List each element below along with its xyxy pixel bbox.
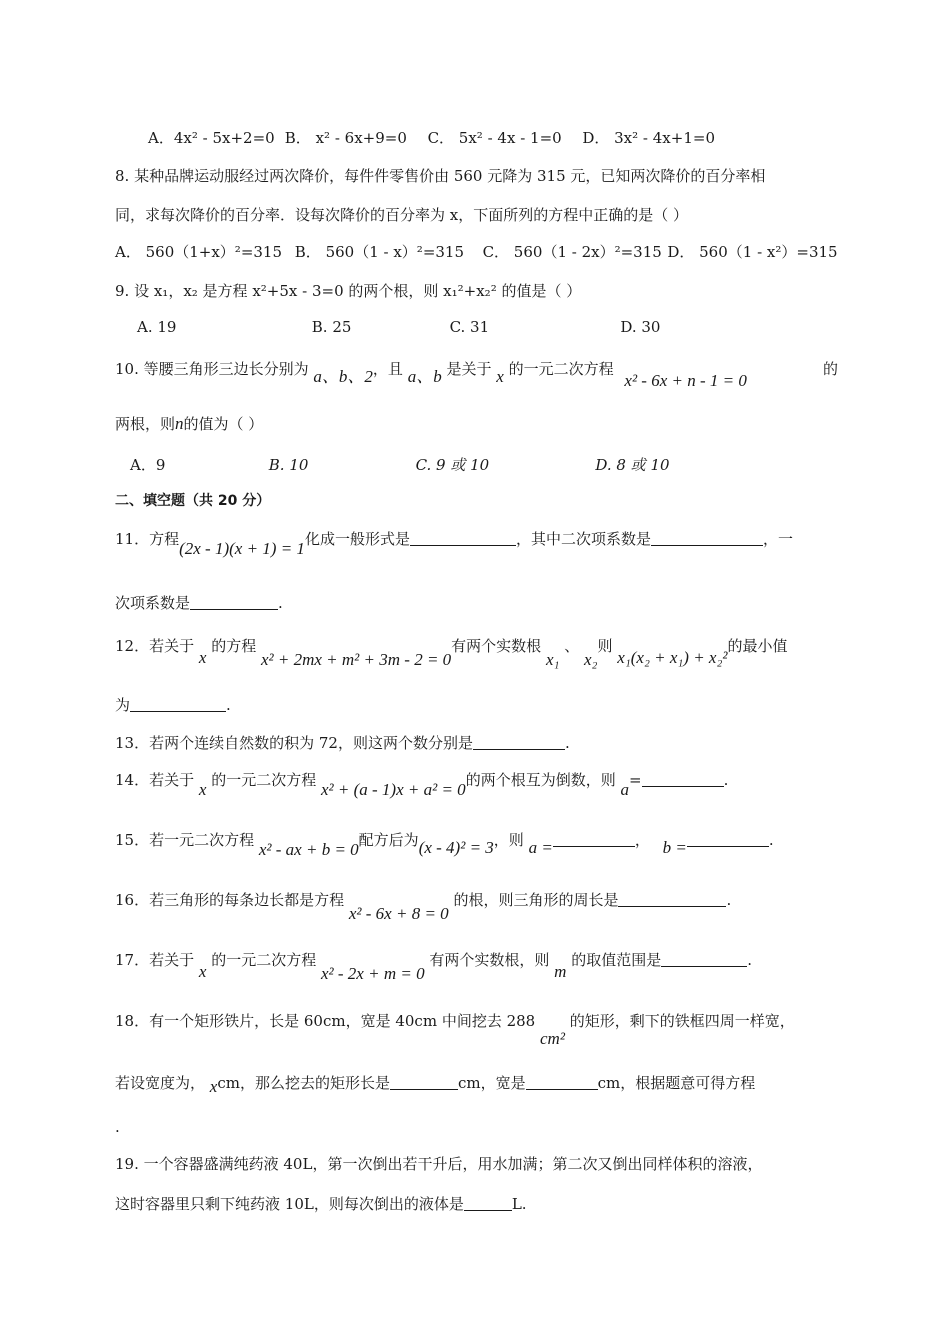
q7-option-c: C． 5x² - 4x - 1=0 <box>427 129 562 147</box>
q10-vars2: a、b <box>407 367 442 386</box>
q15-blank-a[interactable] <box>553 830 635 847</box>
q14-x: x <box>198 780 207 799</box>
q14-blank[interactable] <box>642 770 724 787</box>
q13-blank[interactable] <box>473 733 565 750</box>
q17-blank[interactable] <box>661 950 747 967</box>
q10-option-d: D. 8 或 10 <box>595 456 670 474</box>
q13-line: 13．若两个连续自然数的积为 72，则这两个数分别是 . <box>115 734 570 752</box>
q12-line1: 12．若关于 x 的方程 x² + 2mx + m² + 3m - 2 = 0有两个实数根 x₁ 、 x₂则 x₁(x₂ + x₁) + x₂²的最小值 <box>115 637 788 669</box>
q15-b: b = <box>662 838 687 857</box>
q8-stem-line2: 同，求每次降价的百分率．设每次降价的百分率为 x，下面所列的方程中正确的是（ ） <box>115 206 688 224</box>
q10-n: n <box>175 414 184 433</box>
q18-blank-width[interactable] <box>526 1073 598 1090</box>
q9-option-c: C. 31 <box>449 318 490 336</box>
q11-blank-general-form[interactable] <box>410 529 516 546</box>
q17-m: m <box>554 962 567 981</box>
q10-option-b: B. 10 <box>268 456 309 474</box>
q16-blank[interactable] <box>618 890 726 907</box>
q19-line1: 19. 一个容器盛满纯药液 40L，第一次倒出若干升后，用水加满；第二次又倒出同样体积的溶液， <box>115 1155 763 1173</box>
q9-option-a: A. 19 <box>137 318 177 336</box>
q10-equation: x² - 6x + n - 1 = 0 <box>624 371 747 390</box>
q14-line: 14．若关于 x 的一元二次方程 x² + (a - 1)x + a² = 0的两个根互为倒数，则 a= . <box>115 771 729 799</box>
q7-options <box>148 127 838 149</box>
q17-x: x <box>198 962 207 981</box>
q8-option-c: C． 560（1 - 2x）²=315 <box>482 243 662 261</box>
q18-line2: 若设宽度为， xcm，那么挖去的矩形长是 cm，宽是 cm，根据题意可得方程 <box>115 1074 756 1096</box>
q15-equation: x² - ax + b = 0 <box>258 840 359 859</box>
q18-x: x <box>209 1077 218 1096</box>
q18-line3: . <box>115 1118 120 1136</box>
q9-option-d: D. 30 <box>620 318 661 336</box>
q7-option-b: B． x² - 6x+9=0 <box>284 129 407 147</box>
q18-line1: 18．有一个矩形铁片，长是 60cm，宽是 40cm 中间挖去 288 cm² 的矩形，剩下的铁框四周一样宽， <box>115 1012 795 1048</box>
q19-blank[interactable] <box>464 1194 512 1211</box>
q8-options <box>115 241 838 263</box>
q12-x1: x₁ <box>545 650 560 669</box>
q14-equation: x² + (a - 1)x + a² = 0 <box>321 780 466 799</box>
q10-option-a: A．9 <box>130 456 166 474</box>
q12-x2: x₂ <box>584 650 598 669</box>
q16-equation: x² - 6x + 8 = 0 <box>348 904 449 923</box>
q12-x: x <box>198 648 207 667</box>
q10-stem-line2: 两根，则n的值为（ ） <box>115 414 264 433</box>
q9-option-b: B. 25 <box>311 318 352 336</box>
q18-blank-length[interactable] <box>390 1073 458 1090</box>
q10-x: x <box>496 367 504 386</box>
q19-line2: 这时容器里只剩下纯药液 10L，则每次倒出的液体是 L. <box>115 1195 527 1213</box>
q16-line: 16．若三角形的每条边长都是方程 x² - 6x + 8 = 0 的根，则三角形的周长是 . <box>115 891 732 923</box>
q18-unit: cm² <box>540 1029 565 1048</box>
q14-a: a <box>620 780 629 799</box>
q11-blank-linear-coef[interactable] <box>190 593 278 610</box>
q10-options <box>130 454 838 476</box>
q7-option-a: A．4x² - 5x+2=0 <box>148 129 275 147</box>
q9-stem: 9. 设 x₁，x₂ 是方程 x²+5x - 3=0 的两个根，则 x₁²+x₂² 的值是（ ） <box>115 282 582 300</box>
q11-line2: 次项系数是 . <box>115 594 283 612</box>
q11-blank-quadratic-coef[interactable] <box>651 529 763 546</box>
section-title: 二、填空题（共 20 分） <box>115 493 271 509</box>
q11-line1: 11．方程(2x - 1)(x + 1) = 1化成一般形式是 ，其中二次项系数是 ，一 <box>115 530 793 558</box>
q10-stem-line1: 10. 等腰三角形三边长分别为 a、b、2，且 a、b 是关于 x 的一元二次方程 x² - 6x + n - 1 = 0 的 <box>115 360 838 390</box>
q12-equation: x² + 2mx + m² + 3m - 2 = 0 <box>261 650 452 669</box>
q15-line: 15．若一元二次方程 x² - ax + b = 0配方后为(x - 4)² = 3，则 a = ， b = . <box>115 831 774 859</box>
q8-stem-line1: 8. 某种品牌运动服经过两次降价，每件件零售价由 560 元降为 315 元，已知两次降价的百分率相 <box>115 167 766 185</box>
q8-option-b: B． 560（1 - x）²=315 <box>294 243 465 261</box>
q12-blank-min-value[interactable] <box>130 695 226 712</box>
q8-option-a: A． 560（1+x）²=315 <box>115 243 283 261</box>
q11-equation: (2x - 1)(x + 1) = 1 <box>179 539 305 558</box>
q12-line2: 为 . <box>115 696 231 714</box>
q15-blank-b[interactable] <box>687 830 769 847</box>
q17-equation: x² - 2x + m = 0 <box>321 964 425 983</box>
q10-option-c: C. 9 或 10 <box>415 456 490 474</box>
q10-vars: a、b、2 <box>313 367 373 386</box>
q15-a: a = <box>528 838 553 857</box>
q17-line: 17．若关于 x 的一元二次方程 x² - 2x + m = 0 有两个实数根，则 m 的取值范围是 . <box>115 951 753 983</box>
q7-option-d: D． 3x² - 4x+1=0 <box>582 129 715 147</box>
q8-option-d: D． 560（1 - x²）=315 <box>667 243 838 261</box>
q12-expression: x₁(x₂ + x₁) + x₂² <box>617 648 728 667</box>
q15-completed-square: (x - 4)² = 3 <box>418 838 494 857</box>
q9-options <box>137 316 838 338</box>
